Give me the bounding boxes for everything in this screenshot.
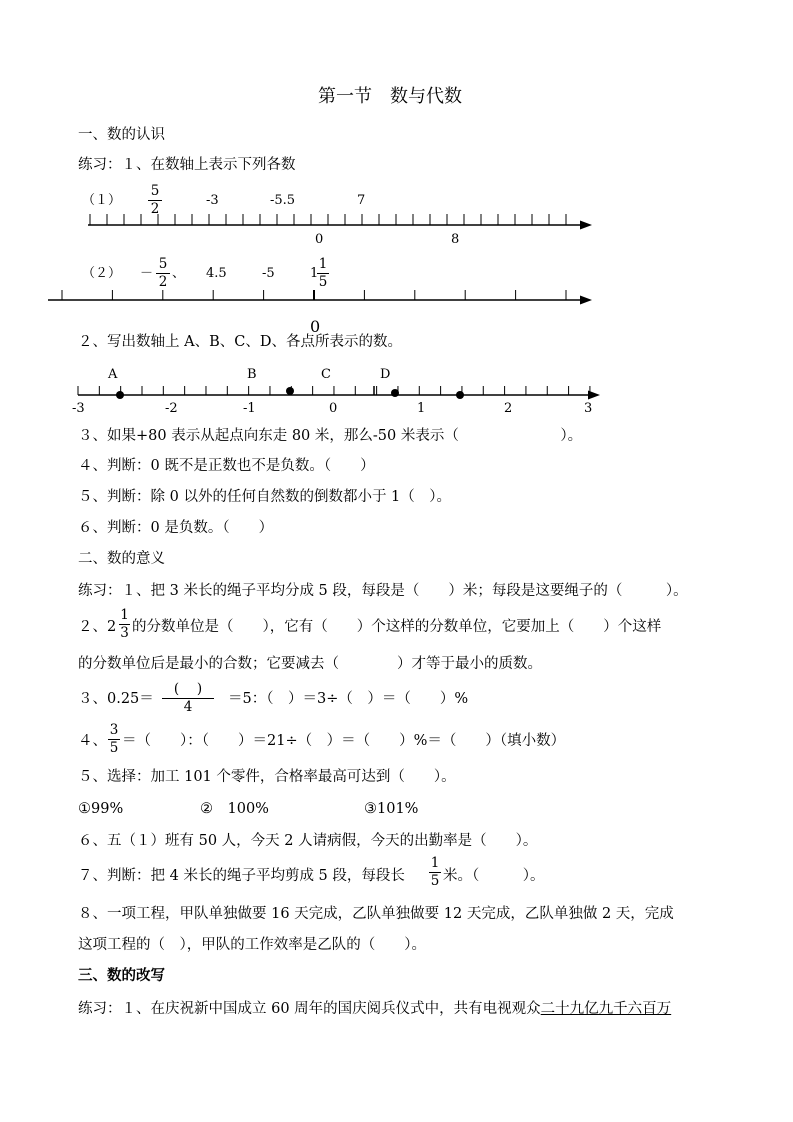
s2-exercise-4-fraction bbox=[108, 723, 120, 756]
point-label-c: C bbox=[321, 367, 331, 382]
numberline-2-zero-label: 0 bbox=[310, 317, 321, 336]
s2-exercise-4-prefix: ４、 bbox=[78, 733, 107, 749]
number-lines-graphic bbox=[0, 0, 793, 420]
fraction-denominator: 2 bbox=[150, 201, 160, 217]
exercise-3-question: ３、如果+80 表示从起点向东走 80 米，那么-50 米表示（ ）。 bbox=[78, 428, 583, 444]
numberline-3-tick-label: 3 bbox=[584, 401, 593, 416]
numberline-1-value: -3 bbox=[206, 193, 219, 208]
fraction-numerator: 5 bbox=[150, 183, 160, 199]
numberline-3-ticks bbox=[78, 386, 590, 395]
s2-exercise-7-text: 米。（ ）。 bbox=[443, 868, 545, 884]
fraction-denominator: 3 bbox=[120, 625, 129, 641]
numberline-3-tick-label: 2 bbox=[504, 401, 513, 416]
numberline-1-eight-label: 8 bbox=[451, 232, 460, 247]
exercise-2-question: ２、写出数轴上 A、B、C、D、各点所表示的数。 bbox=[78, 334, 402, 350]
point-label-b: B bbox=[247, 367, 257, 382]
choice-option-2: ② 100% bbox=[200, 801, 269, 817]
exercise-1-intro: 练习：１、在数轴上表示下列各数 bbox=[78, 157, 296, 173]
page-title: 第一节 数与代数 bbox=[318, 86, 462, 107]
point-b-dot bbox=[286, 387, 294, 395]
s2-exercise-3-fraction bbox=[162, 682, 214, 715]
numberline-1-arrow bbox=[580, 221, 592, 230]
mixed-number-whole: 1 bbox=[310, 266, 319, 281]
numberline-2-value: 4.5 bbox=[206, 266, 227, 281]
section-heading-1: 一、数的认识 bbox=[78, 127, 165, 143]
exercise-5-question: ５、判断：除 0 以外的任何自然数的倒数都小于 1（ ）。 bbox=[78, 489, 452, 505]
numberline-2-value: -5 bbox=[262, 266, 275, 281]
s2-exercise-7-fraction bbox=[429, 856, 441, 889]
s2-exercise-7-prefix: ７、判断：把 4 米长的绳子平均剪成 5 段，每段长 bbox=[78, 868, 405, 884]
s2-exercise-4-text: ＝（ ）：（ ）＝21÷（ ）＝（ ）%＝（ ）（填小数） bbox=[122, 733, 566, 749]
fraction-numerator: ( ) bbox=[173, 681, 203, 697]
s2-exercise-2-line2: 的分数单位后是最小的合数；它要减去（ ）才等于最小的质数。 bbox=[78, 656, 542, 672]
section-heading-3: 三、数的改写 bbox=[78, 967, 165, 984]
s3-exercise-1-text: 练习：１、在庆祝新中国成立 60 周年的国庆阅兵仪式中，共有电视观众 bbox=[78, 1001, 541, 1017]
s2-exercise-8-line1: ８、一项工程，甲队单独做要 16 天完成，乙队单独做要 12 天完成，乙队单独做 2 天，完成 bbox=[78, 906, 674, 922]
numberline-3-tick-label: -3 bbox=[72, 401, 85, 416]
numberline-1-value: -5.5 bbox=[270, 193, 296, 208]
separator: 、 bbox=[172, 266, 186, 281]
fraction-numerator: 1 bbox=[430, 855, 440, 871]
s3-exercise-1 bbox=[78, 1000, 671, 1018]
numberline-2-label: （２） bbox=[82, 266, 122, 281]
point-e-dot bbox=[456, 391, 464, 399]
s2-exercise-1: 练习：１、把 3 米长的绳子平均分成 5 段，每段是（ ）米；每段是这要绳子的（ ）。 bbox=[78, 583, 688, 599]
fraction-numerator: 1 bbox=[120, 607, 129, 623]
fraction-denominator: 2 bbox=[158, 274, 168, 290]
numberline-2-arrow bbox=[580, 296, 592, 305]
minus-sign: － bbox=[140, 266, 154, 281]
numberline-1-zero-label: 0 bbox=[315, 232, 324, 247]
fraction-denominator: 5 bbox=[430, 873, 440, 889]
s2-exercise-2-prefix: ２、2 bbox=[78, 619, 117, 635]
s2-exercise-3-prefix: ３、0.25＝ bbox=[78, 691, 154, 707]
s2-exercise-5: ５、选择：加工 101 个零件，合格率最高可达到（ ）。 bbox=[78, 769, 456, 785]
section-heading-2: 二、数的意义 bbox=[78, 551, 165, 567]
numberline-3-tick-label: -1 bbox=[243, 401, 256, 416]
s2-exercise-3-text: ＝5：（ ）＝3÷（ ）＝（ ）% bbox=[228, 691, 469, 707]
exercise-4-question: ４、判断：0 既不是正数也不是负数。（ ） bbox=[78, 458, 375, 474]
fraction-denominator: 5 bbox=[318, 274, 328, 290]
fraction-numerator: 5 bbox=[158, 256, 168, 272]
s2-exercise-6: ６、五（１）班有 50 人，今天 2 人请病假，今天的出勤率是（ ）。 bbox=[78, 833, 538, 849]
fraction-numerator: 1 bbox=[318, 256, 328, 272]
numberline-3-tick-label: 1 bbox=[417, 401, 426, 416]
s2-exercise-2-text: 的分数单位是（ ），它有（ ）个这样的分数单位，它要加上（ ）个这样 bbox=[132, 619, 662, 635]
point-a-dot bbox=[116, 391, 124, 399]
fraction-denominator: 4 bbox=[183, 699, 193, 715]
s2-exercise-8-line2: 这项工程的（ ），甲队的工作效率是乙队的（ ）。 bbox=[78, 937, 426, 953]
choice-option-3: ③101% bbox=[364, 801, 419, 817]
numberline-1-ticks bbox=[90, 214, 566, 225]
exercise-6-question: ６、判断：0 是负数。（ ） bbox=[78, 520, 274, 536]
underlined-number-words: 二十九亿九千六百万 bbox=[540, 1001, 672, 1017]
choice-option-1: ①99% bbox=[78, 801, 124, 817]
point-label-a: A bbox=[108, 367, 118, 382]
s2-exercise-2-fraction bbox=[119, 608, 130, 641]
fraction-numerator: 3 bbox=[109, 722, 119, 738]
point-d-dot bbox=[391, 389, 399, 397]
fraction-denominator: 5 bbox=[109, 740, 119, 756]
point-label-d: D bbox=[380, 367, 391, 382]
numberline-1-value: 7 bbox=[357, 193, 366, 208]
numberline-3-tick-label: -2 bbox=[165, 401, 178, 416]
numberline-3-tick-label: 0 bbox=[329, 401, 338, 416]
numberline-1-label: （１） bbox=[82, 193, 122, 208]
